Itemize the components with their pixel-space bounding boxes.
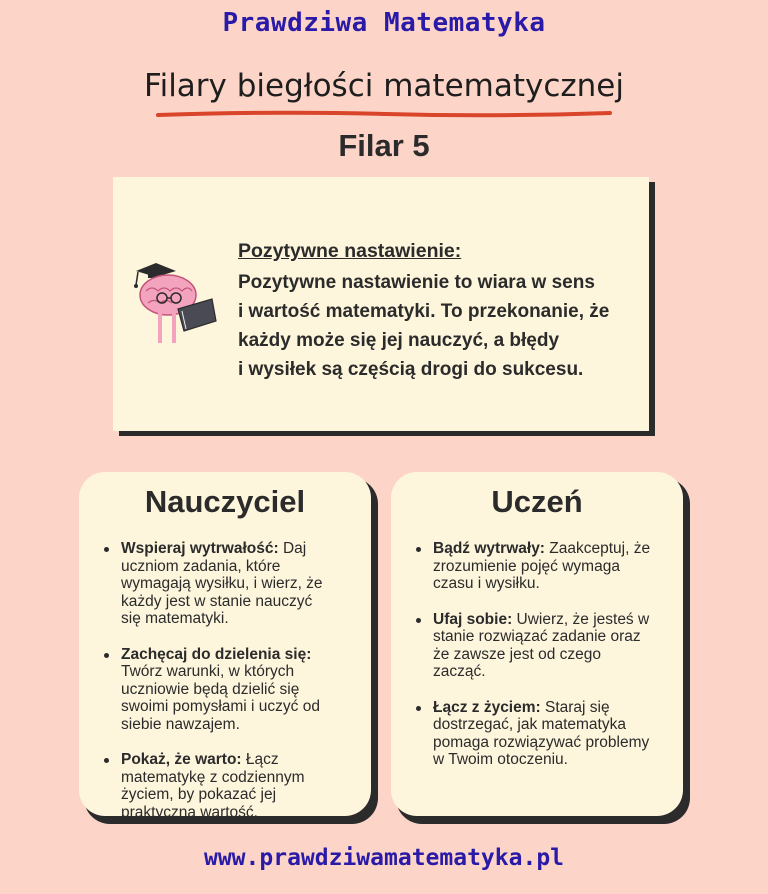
item-line: pomaga rozwiązywać problemy xyxy=(433,733,650,751)
item-lead: Pokaż, że warto: xyxy=(121,751,242,768)
item-line: uczniom zadania, które xyxy=(121,557,281,575)
item-text: Daj xyxy=(278,540,307,557)
page-title: Filary biegłości matematycznej xyxy=(144,68,624,104)
item-text: Zaakceptuj, że xyxy=(544,540,651,557)
item-line: praktyczną wartość. xyxy=(121,803,258,821)
pillar-number: Filar 5 xyxy=(338,128,430,163)
teacher-list xyxy=(101,540,323,839)
list-item xyxy=(413,611,650,681)
student-column xyxy=(391,472,683,816)
item-line: Twórz warunki, w których xyxy=(121,663,295,680)
bullet-icon xyxy=(416,618,421,623)
card-text xyxy=(238,268,638,384)
item-line: swoimi pomysłami i uczyć od xyxy=(121,698,320,715)
bullet-icon xyxy=(416,547,421,552)
item-line: zrozumienie pojęć wymaga xyxy=(433,557,620,575)
bullet-icon xyxy=(104,653,109,658)
student-list xyxy=(413,540,650,787)
card-line: i wartość matematyki. To przekonanie, że xyxy=(238,301,610,322)
item-line: dostrzegać, jak matematyka xyxy=(433,716,626,733)
list-item xyxy=(101,646,323,734)
list-item xyxy=(413,699,650,769)
item-line: czasu i wysiłku. xyxy=(433,575,540,592)
item-lead: Ufaj sobie: xyxy=(433,610,513,628)
item-lead: Łącz z życiem: xyxy=(433,698,541,716)
item-line: życiem, by pokazać jej xyxy=(121,786,277,803)
item-lead: Zachęcaj do dzielenia się: xyxy=(121,645,312,663)
card-line: i wysiłek są częścią drogi do sukcesu. xyxy=(238,359,584,380)
card-heading: Pozytywne nastawienie: xyxy=(238,240,462,262)
item-line: w Twoim otoczeniu. xyxy=(433,751,568,768)
website-link[interactable]: www.prawdziwamatematyka.pl xyxy=(203,845,565,871)
teacher-column xyxy=(79,472,371,821)
item-line: że zawsze jest od czego xyxy=(433,645,602,663)
item-line: uczniowie będą dzielić się xyxy=(121,680,300,698)
card-line: każdy może się jej nauczyć, a błędy xyxy=(238,330,560,351)
teacher-title: Nauczyciel xyxy=(144,484,306,519)
item-text: Uwierz, że jesteś w xyxy=(512,610,650,628)
item-line: matematykę z codziennym xyxy=(121,768,305,786)
item-line: zacząć. xyxy=(433,663,486,680)
list-item xyxy=(101,540,323,628)
brand-name: Prawdziwa Matematyka xyxy=(222,8,546,38)
student-title: Uczeń xyxy=(491,484,583,519)
brain-icon xyxy=(130,255,222,355)
bullet-icon xyxy=(104,547,109,552)
list-item xyxy=(101,751,323,821)
item-text: Staraj się xyxy=(540,698,610,716)
item-line: się matematyki. xyxy=(121,610,229,627)
title-underline xyxy=(156,108,612,120)
item-line: stanie rozwiązać zadanie oraz xyxy=(433,628,641,645)
item-lead: Wspieraj wytrwałość: xyxy=(121,540,279,557)
item-line: wymagają wysiłku, i wierz, że xyxy=(121,575,323,592)
item-line: każdy jest w stanie nauczyć xyxy=(121,592,313,610)
item-lead: Bądź wytrwały: xyxy=(433,540,545,557)
item-line: siebie nawzajem. xyxy=(121,715,240,733)
item-text: Łącz xyxy=(241,751,279,768)
bullet-icon xyxy=(104,758,109,763)
card-line: Pozytywne nastawienie to wiara w sens xyxy=(238,272,595,293)
bullet-icon xyxy=(416,706,421,711)
list-item xyxy=(413,540,650,593)
